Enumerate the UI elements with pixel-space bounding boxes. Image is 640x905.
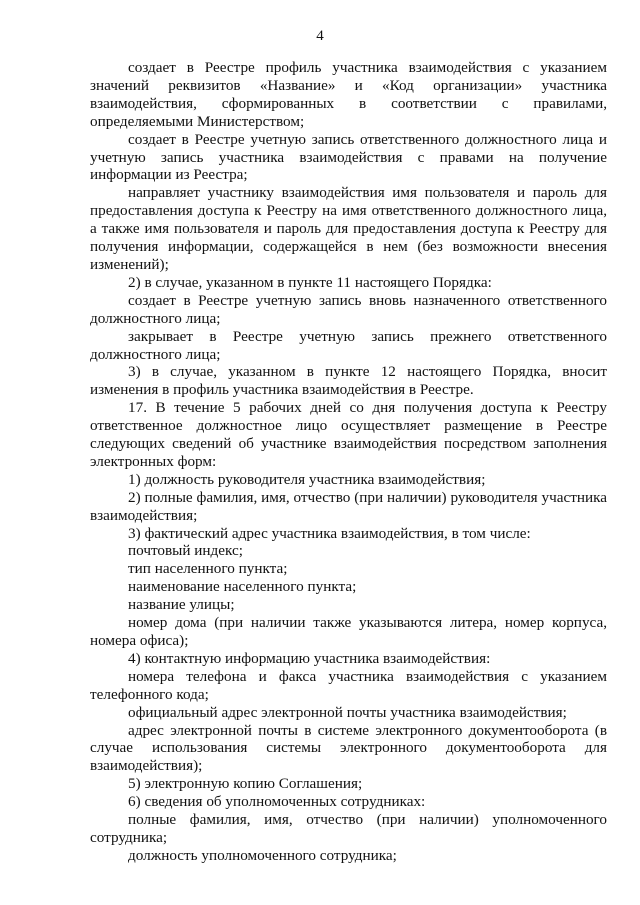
paragraph: 1) должность руководителя участника взаимодействия; (128, 470, 486, 488)
paragraph: закрывает в Реестре учетную запись прежнего ответственного должностного лица; (90, 327, 607, 363)
paragraph: тип населенного пункта; (128, 560, 288, 578)
paragraph: 6) сведения об уполномоченных сотрудниках: (128, 793, 426, 811)
paragraph: наименование населенного пункта; (128, 578, 357, 596)
paragraph: адрес электронной почты в системе электронного документооборота (в случае использования системы электронного документооборота для взаимодействия); (90, 721, 607, 775)
paragraph: 3) фактический адрес участника взаимодействия, в том числе: (128, 524, 531, 542)
page-number: 4 (316, 28, 324, 44)
paragraph: создает в Реестре учетную запись ответственного должностного лица и учетную запись участника взаимодействия с правами на получение информации из Реестра; (90, 130, 607, 184)
paragraph: номера телефона и факса участника взаимодействия с указанием телефонного кода; (90, 667, 607, 703)
paragraph: должность уполномоченного сотрудника; (128, 846, 397, 864)
paragraph: создает в Реестре профиль участника взаимодействия с указанием значений реквизитов «Название» и «Код организации» участника взаимодействия, сформированных в соответствии с правилами, определяемыми Министерством; (90, 59, 607, 130)
paragraph: 3) в случае, указанном в пункте 12 настоящего Порядка, вносит изменения в профиль участника взаимодействия в Реестре. (90, 363, 607, 399)
paragraph: почтовый индекс; (128, 542, 243, 560)
paragraph: создает в Реестре учетную запись вновь назначенного ответственного должностного лица; (90, 291, 607, 327)
paragraph: номер дома (при наличии также указываются литера, номер корпуса, номера офиса); (90, 614, 607, 649)
paragraph: 4) контактную информацию участника взаимодействия: (128, 649, 491, 667)
paragraph: 2) полные фамилия, имя, отчество (при наличии) руководителя участника взаимодействия; (90, 488, 607, 524)
paragraph: 5) электронную копию Соглашения; (128, 775, 363, 793)
paragraph: полные фамилия, имя, отчество (при наличии) уполномоченного сотрудника; (90, 811, 607, 846)
document-body (90, 59, 607, 865)
paragraph: 2) в случае, указанном в пункте 11 настоящего Порядка: (128, 273, 492, 291)
paragraph: официальный адрес электронной почты участника взаимодействия; (128, 703, 567, 721)
paragraph: название улицы; (128, 596, 235, 614)
paragraph: 17. В течение 5 рабочих дней со дня получения доступа к Реестру ответственное должностное лицо осуществляет размещение в Реестре следующих сведений об участнике взаимодействия посредством заполнения электронных форм: (90, 399, 607, 470)
paragraph: направляет участнику взаимодействия имя пользователя и пароль для предоставления доступа к Реестру на имя ответственного должностного лица, а также имя пользователя и пароль для предоставления доступа к Реестру для получения информации, содержащейся в нем (без возможности внесения изменений); (90, 184, 607, 273)
